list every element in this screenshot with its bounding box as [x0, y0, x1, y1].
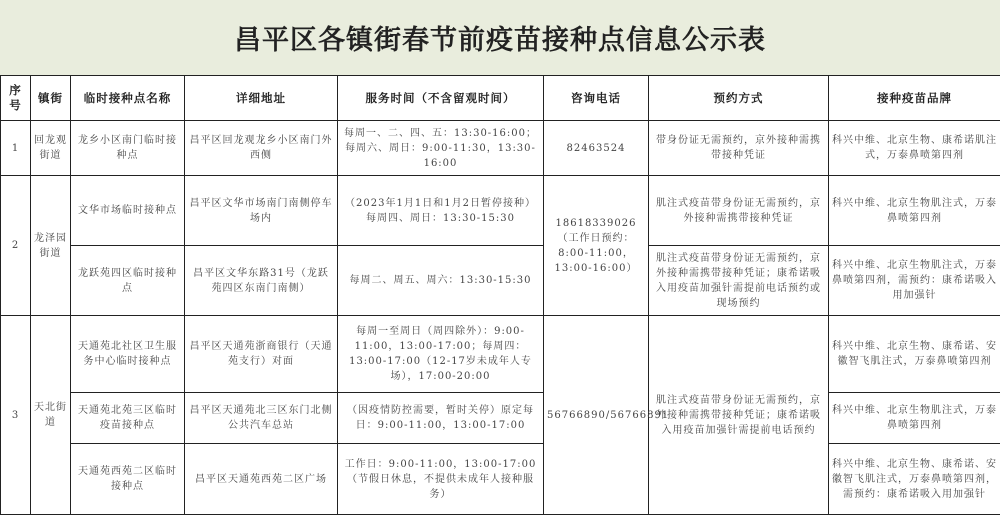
table-header-row — [1, 76, 1000, 121]
vaccination-sites-table — [0, 75, 1000, 515]
site-address: 昌平区回龙观龙乡小区南门外西侧 — [185, 121, 338, 176]
site-booking: 肌注式疫苗带身份证无需预约，京外接种需携带接种凭证；康希诺吸入用疫苗加强针需提前电话预约或现场预约 — [649, 246, 829, 316]
table-row — [1, 393, 1000, 444]
table-row — [1, 176, 1000, 246]
site-address: 昌平区文华市场南门南侧停车场内 — [185, 176, 338, 246]
site-name: 文华市场临时接种点 — [71, 176, 185, 246]
table-row — [1, 444, 1000, 515]
site-name: 天通苑西苑二区临时接种点 — [71, 444, 185, 515]
site-brands: 科兴中维、北京生物、康希诺、安徽智飞肌注式，万泰鼻喷第四剂 — [829, 316, 1000, 393]
table-row — [1, 246, 1000, 316]
site-address: 昌平区天通苑西苑二区广场 — [185, 444, 338, 515]
site-hours: （2023年1月1日和1月2日暂停接种）每周四、周日：13:30-15:30 — [338, 176, 544, 246]
site-name: 天通苑北社区卫生服务中心临时接种点 — [71, 316, 185, 393]
header-phone: 咨询电话 — [544, 76, 649, 121]
site-booking: 肌注式疫苗带身份证无需预约，京外接种需携带接种凭证；康希诺吸入用疫苗加强针需提前电话预约 — [649, 316, 829, 515]
site-brands: 科兴中维、北京生物肌注式，万泰鼻喷第四剂 — [829, 176, 1000, 246]
site-booking: 带身份证无需预约，京外接种需携带接种凭证 — [649, 121, 829, 176]
header-booking: 预约方式 — [649, 76, 829, 121]
row-index: 1 — [1, 121, 31, 176]
site-hours: 每周一至周日（周四除外）：9:00-11:00，13:00-17:00；每周四：13:00-17:00（12-17岁未成年人专场），17:00-20:00 — [338, 316, 544, 393]
site-brands: 科兴中维、北京生物肌注式，万泰鼻喷第四剂 — [829, 393, 1000, 444]
site-booking: 肌注式疫苗带身份证无需预约，京外接种需携带接种凭证 — [649, 176, 829, 246]
site-hours: 工作日：9:00-11:00，13:00-17:00（节假日休息，不提供未成年人接种服务） — [338, 444, 544, 515]
row-index: 2 — [1, 176, 31, 316]
site-phone: 18618339026（工作日预约：8:00-11:00，13:00-16:00） — [544, 176, 649, 316]
row-town: 龙泽园街道 — [31, 176, 71, 316]
row-town: 回龙观街道 — [31, 121, 71, 176]
site-address: 昌平区文华东路31号（龙跃苑四区东南门南侧） — [185, 246, 338, 316]
table-row — [1, 121, 1000, 176]
site-address: 昌平区天通苑北三区东门北侧公共汽车总站 — [185, 393, 338, 444]
row-town: 天北街道 — [31, 316, 71, 515]
site-address: 昌平区天通苑浙商银行（天通苑支行）对面 — [185, 316, 338, 393]
site-brands: 科兴中维、北京生物、康希诺、安徽智飞肌注式，万泰鼻喷第四剂，需预约：康希诺吸入用加强针 — [829, 444, 1000, 515]
title-bar — [0, 0, 1000, 75]
site-hours: （因疫情防控需要，暂时关停）原定每日：9:00-11:00，13:00-17:00 — [338, 393, 544, 444]
site-phone: 56766890/56766891 — [544, 316, 649, 515]
site-name: 龙乡小区南门临时接种点 — [71, 121, 185, 176]
header-index: 序号 — [1, 76, 31, 121]
site-phone: 82463524 — [544, 121, 649, 176]
site-brands: 科兴中维、北京生物肌注式，万泰鼻喷第四剂，需预约：康希诺吸入用加强针 — [829, 246, 1000, 316]
header-address: 详细地址 — [185, 76, 338, 121]
site-hours: 每周一、二、四、五：13:30-16:00；每周六、周日：9:00-11:30，13:30-16:00 — [338, 121, 544, 176]
table-row — [1, 316, 1000, 393]
row-index: 3 — [1, 316, 31, 515]
header-site-name: 临时接种点名称 — [71, 76, 185, 121]
header-town: 镇街 — [31, 76, 71, 121]
site-name: 天通苑北苑三区临时疫苗接种点 — [71, 393, 185, 444]
header-brands: 接种疫苗品牌 — [829, 76, 1000, 121]
site-brands: 科兴中维、北京生物、康希诺肌注式，万泰鼻喷第四剂 — [829, 121, 1000, 176]
site-hours: 每周二、周五、周六：13:30-15:30 — [338, 246, 544, 316]
header-hours: 服务时间（不含留观时间） — [338, 76, 544, 121]
site-name: 龙跃苑四区临时接种点 — [71, 246, 185, 316]
page-title: 昌平区各镇街春节前疫苗接种点信息公示表 — [234, 18, 766, 57]
